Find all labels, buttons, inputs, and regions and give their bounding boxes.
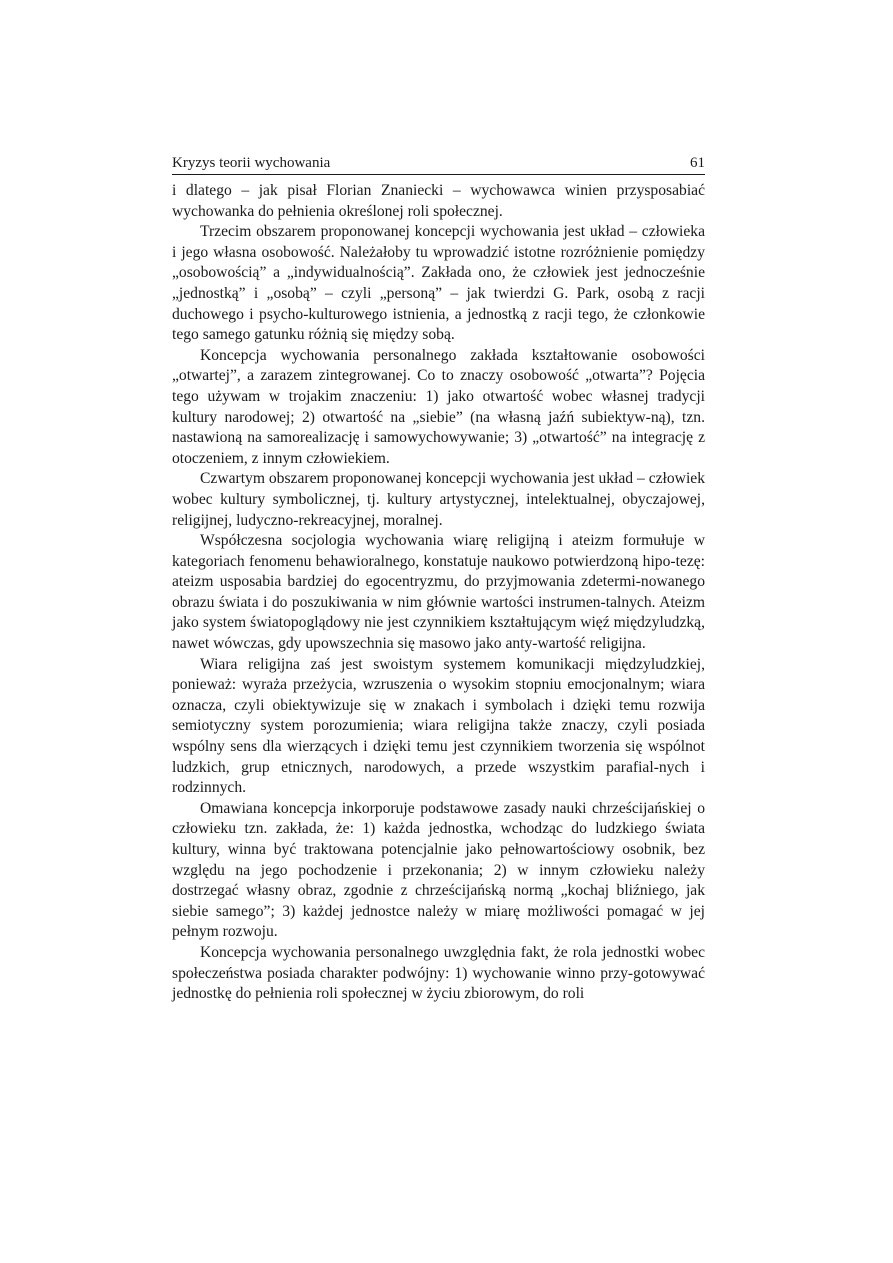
- running-title: Kryzys teorii wychowania: [172, 155, 331, 171]
- body-text: [172, 181, 705, 1005]
- paragraph: Omawiana koncepcja inkorporuje podstawowe zasady nauki chrześcijańskiej o człowieku tzn. zakłada, że: 1) każda jednostka, wchodząc do ludzkiego świata kultury, winna być traktowana potencjalnie jako pełnowartościowy osobnik, bez względu na jego pochodzenie i przekonania; 2) w innym człowieku należy dostrzegać własny obraz, zgodnie z chrześcijańską normą „kochaj bliźniego, jak siebie samego”; 3) każdej jednostce należy w miarę możliwości pomagać w jej pełnym rozwoju.: [172, 799, 705, 941]
- paragraph: Koncepcja wychowania personalnego zakłada kształtowanie osobowości „otwartej”, a zarazem zintegrowanej. Co to znaczy osobowość „otwarta”? Pojęcia tego używam w trojakim znaczeniu: 1) jako otwartość wobec własnej tradycji kultury narodowej; 2) otwartość na „siebie” (na własną jaźń subiektyw-ną), tzn. nastawioną na samorealizację i samowychowywanie; 3) „otwartość” na integrację z otoczeniem, z innym człowiekiem.: [172, 346, 705, 467]
- paragraph: Trzecim obszarem proponowanej koncepcji wychowania jest układ – człowieka i jego własna osobowość. Należałoby tu wprowadzić istotne rozróżnienie pomiędzy „osobowością” a „indywidualnością”. Zakłada ono, że człowiek jest jednocześnie „jednostką” i „osobą” – czyli „personą” – jak twierdzi G. Park, osobą z racji duchowego i psycho-kulturowego istnienia, a jednostką z racji tego, że członkowie tego samego gatunku różnią się między sobą.: [172, 223, 705, 344]
- paragraph: Czwartym obszarem proponowanej koncepcji wychowania jest układ – człowiek wobec kultury symbolicznej, tj. kultury artystycznej, intelektualnej, obyczajowej, religijnej, ludyczno-rekreacyjnej, moralnej.: [172, 470, 705, 529]
- paragraph: Koncepcja wychowania personalnego uwzględnia fakt, że rola jednostki wobec społeczeństwa posiada charakter podwójny: 1) wychowanie winno przy-gotowywać jednostkę do pełnienia roli społecznej w życiu zbiorowym, do roli: [172, 943, 705, 1003]
- paragraph: Współczesna socjologia wychowania wiarę religijną i ateizm formułuje w kategoriach fenomenu behawioralnego, konstatuje naukowo potwierdzoną hipo-tezę: ateizm usposabia bardziej do egocentryzmu, do przyjmowania zdetermi-nowanego obrazu świata i do poszukiwania w nim głównie wartości instrumen-talnych. Ateizm jako system światopoglądowy nie jest czynnikiem kształtującym więź międzyludzką, nawet wówczas, gdy upowszechnia się masowo jako anty-wartość religijna.: [172, 532, 705, 653]
- running-header: [172, 154, 705, 175]
- paragraph: Wiara religijna zaś jest swoistym systemem komunikacji międzyludzkiej, ponieważ: wyraża przeżycia, wzruszenia o wysokim stopniu emocjonalnym; wiara oznacza, czyli obiektywizuje się w znakach i symbolach i dzięki temu rozwija semiotyczny system porozumienia; wiara religijna także znaczy, czyli posiada wspólny sens dla wierzących i dzięki temu jest czynnikiem tworzenia się wspólnot ludzkich, grup etnicznych, narodowych, a przede wszystkim parafial-nych i rodzinnych.: [172, 655, 705, 797]
- book-page: [172, 154, 705, 1005]
- paragraph: i dlatego – jak pisał Florian Znaniecki – wychowawca winien przysposabiać wychowanka do pełnienia określonej roli społecznej.: [172, 182, 705, 220]
- page-number: 61: [690, 155, 705, 171]
